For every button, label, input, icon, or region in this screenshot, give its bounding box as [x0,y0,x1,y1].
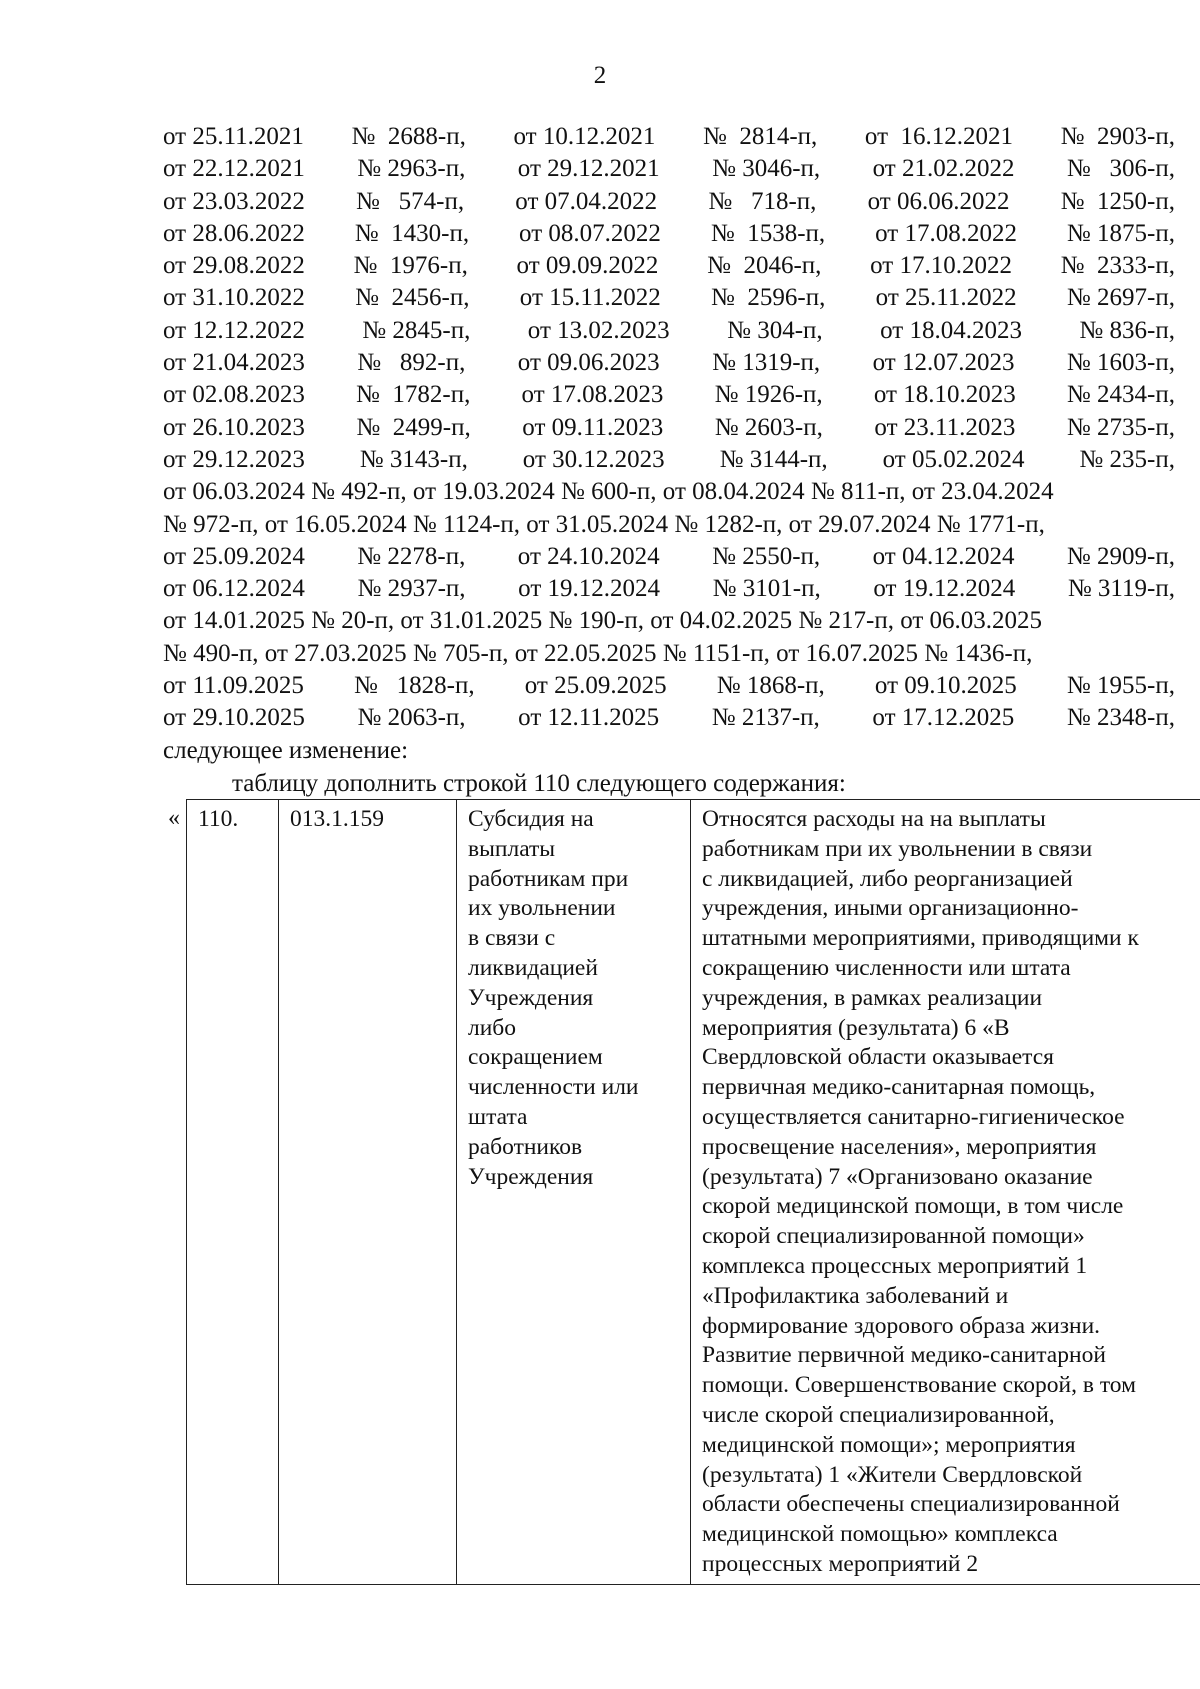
text-segment: от 12.11.2025 [518,704,660,732]
text-segment: от 25.09.2025 [524,672,667,700]
text-segment: № 574-п, [356,187,465,215]
text-segment: № 2603-п, [714,413,823,441]
text-segment: № 3119-п, [1067,575,1175,603]
text-line [163,412,1175,444]
text-segment: от 06.06.2022 [867,187,1010,215]
text-segment: от 15.11.2022 [519,284,661,312]
text-line [163,379,1175,411]
description-line: работникам при их увольнении в связи [702,835,1093,862]
description-line: учреждения, иными организационно- [702,895,1079,922]
text-line [163,315,1175,347]
table-row [187,800,1200,1585]
text-segment: от 25.11.2021 [163,123,304,150]
text-segment: от 19.12.2024 [873,575,1016,603]
text-segment: № 972-п, от 16.05.2024 № 1124-п, от 31.05.2024 № 1282-п, от 29.07.2024 № 1771-п, [163,510,1045,538]
text-line [163,153,1175,185]
text-segment: № 2348-п, [1066,704,1175,732]
text-segment: № 2137-п, [711,704,820,732]
text-segment: от 25.09.2024 [163,542,305,570]
text-segment: № 718-п, [708,187,817,215]
text-segment: от 28.06.2022 [163,219,305,247]
text-segment: от 09.06.2023 [517,349,660,377]
amendment-list [163,121,1175,767]
text-segment: № 3101-п, [712,575,821,603]
text-segment: № 2456-п, [355,284,470,312]
text-segment: № 1955-п, [1066,672,1175,700]
text-segment: от 18.04.2023 [880,316,1022,344]
text-segment: от 29.10.2025 [163,704,305,732]
text-segment: № 3144-п, [719,445,828,473]
description-line: скорой медицинской помощи, в том числе [702,1193,1124,1220]
text-segment: № 1868-п, [716,672,825,700]
text-segment: от 29.08.2022 [163,252,305,280]
description-line: «Профилактика заболеваний и [702,1282,1009,1309]
description-line: формирование здорового образа жизни. [702,1312,1101,1339]
text-segment: № 2550-п, [712,542,821,570]
description-line: области обеспечены специализированной [702,1491,1120,1518]
text-segment: от 09.10.2025 [874,672,1017,700]
text-segment: от 14.01.2025 № 20-п, от 31.01.2025 № 190-п, от 04.02.2025 № 217-п, от 06.03.2025 [163,607,1043,635]
text-segment: № 2735-п, [1066,413,1175,441]
description-line: осуществляется санитарно-гигиеническое [702,1103,1125,1130]
text-segment: от 17.10.2022 [870,252,1012,280]
text-segment: № 892-п, [357,349,466,377]
description-line: числе скорой специализированной, [702,1401,1055,1428]
text-line [163,573,1175,605]
description-line: мероприятия (результата) 6 «В [702,1014,1010,1041]
text-segment: № 2909-п, [1066,542,1175,570]
description-line: медицинской помощи»; мероприятия [702,1431,1076,1458]
text-segment: № 2688-п, [351,123,466,150]
text-segment: от 04.12.2024 [872,542,1015,570]
text-segment: № 2963-п, [357,155,466,183]
text-line [163,282,1175,314]
text-line [163,476,1175,508]
text-line [163,250,1175,282]
text-line [163,702,1175,734]
text-segment: № 1782-п, [356,381,471,409]
text-segment: № 1603-п, [1066,349,1175,377]
text-segment: № 3143-п, [359,445,468,473]
text-segment: № 2278-п, [357,542,466,570]
description-line: Относятся расходы на на выплаты [702,806,1046,832]
text-segment: от 17.08.2023 [521,381,664,409]
name-line: Учреждения [468,984,594,1011]
text-segment: от 12.07.2023 [872,349,1015,377]
text-line [163,638,1175,670]
text-segment: № 2499-п, [356,413,471,441]
text-segment: от 07.04.2022 [515,187,658,215]
text-segment: № 2814-п, [702,123,818,150]
description-line: помощи. Совершенствование скорой, в том [702,1372,1136,1399]
text-segment: № 2903-п, [1060,123,1175,150]
description-line: первичная медико-санитарная помощь, [702,1074,1096,1101]
description-line: (результата) 1 «Жители Свердловской [702,1461,1083,1488]
text-line [163,509,1175,541]
name-line: работников [468,1133,583,1160]
text-segment: от 26.10.2023 [163,413,305,441]
text-segment: от 16.12.2021 [864,123,1014,150]
text-segment: от 21.02.2022 [872,155,1015,183]
description-line: штатными мероприятиями, приводящими к [702,925,1139,952]
code-cell [279,800,457,1585]
text-segment: от 21.04.2023 [163,349,305,377]
name-line: в связи с [468,925,556,952]
text-segment: от 06.03.2024 № 492-п, от 19.03.2024 № 600-п, от 08.04.2024 № 811-п, от 23.04.2024 [163,478,1054,506]
text-segment: № 306-п, [1066,155,1175,183]
name-line: работникам при [468,865,629,892]
text-segment: № 304-п, [727,316,823,344]
text-segment: от 02.08.2023 [163,381,305,409]
name-line: Субсидия на [468,806,594,832]
description-line: комплекса процессных мероприятий 1 [702,1252,1088,1279]
text-segment: от 23.11.2023 [874,413,1016,441]
closing-line: следующее изменение: [163,736,409,764]
text-segment: № 1430-п, [354,219,470,247]
text-segment: № 2845-п, [362,316,471,344]
description-line: сокращению численности или штата [702,954,1071,981]
text-segment: от 10.12.2021 [513,123,656,150]
text-line [163,347,1175,379]
text-segment: от 11.09.2025 [163,672,304,700]
row-number-cell [187,800,279,1585]
text-line [163,121,1175,153]
text-segment: № 2046-п, [707,252,822,280]
name-line: их увольнении [468,895,616,922]
text-line [163,605,1175,637]
page-number: 2 [593,62,607,89]
text-segment: от 29.12.2023 [163,445,305,473]
text-segment: № 1538-п, [710,219,826,247]
text-segment: № 2937-п, [357,575,466,603]
text-segment: № 836-п, [1079,316,1175,344]
name-line: Учреждения [468,1163,594,1190]
text-line [163,444,1175,476]
text-segment: от 22.12.2021 [163,155,305,183]
description-line: скорой специализированной помощи» [702,1223,1085,1250]
text-segment: от 06.12.2024 [163,575,305,603]
text-segment: № 1319-п, [712,349,821,377]
text-segment: от 24.10.2024 [517,542,660,570]
description-line: медицинской помощью» комплекса [702,1521,1058,1548]
text-segment: № 490-п, от 27.03.2025 № 705-п, от 22.05.2025 № 1151-п, от 16.07.2025 № 1436-п, [163,639,1033,667]
opening-quote-mark: « [168,805,180,831]
description-line: процессных мероприятий 2 [702,1550,979,1577]
description-line: с ликвидацией, либо реорганизацией [702,865,1073,892]
text-line [163,670,1175,702]
name-line: либо [468,1014,517,1041]
name-line: выплаты [468,835,556,862]
text-segment: № 2063-п, [357,704,466,732]
text-segment: от 05.02.2024 [882,445,1025,473]
text-segment: от 13.02.2023 [527,316,670,344]
text-segment: от 08.07.2022 [519,219,661,247]
description-line: (результата) 7 «Организовано оказание [702,1163,1093,1190]
text-line [163,186,1175,218]
budget-code: 013.1.159 [290,806,384,832]
name-line: сокращением [468,1044,603,1071]
text-segment: от 29.12.2021 [517,155,660,183]
description-line: просвещение населения», мероприятия [702,1133,1097,1160]
text-segment: № 2697-п, [1066,284,1175,312]
text-segment: от 09.09.2022 [516,252,659,280]
text-segment: от 31.10.2022 [163,284,305,312]
text-segment: от 17.12.2025 [872,704,1015,732]
name-line: численности или [468,1074,639,1101]
text-segment: № 2434-п, [1066,381,1175,409]
text-segment: № 1250-п, [1060,187,1175,215]
text-line [163,218,1175,250]
text-segment: № 1828-п, [354,672,475,700]
text-line [163,541,1175,573]
text-segment: от 23.03.2022 [163,187,305,215]
text-segment: от 30.12.2023 [522,445,665,473]
name-line: ликвидацией [468,954,598,981]
name-cell [457,800,691,1585]
text-segment: № 1926-п, [714,381,823,409]
text-segment: от 12.12.2022 [163,316,305,344]
text-segment: от 09.11.2023 [522,413,664,441]
text-segment: от 25.11.2022 [875,284,1017,312]
text-segment: № 2596-п, [711,284,826,312]
text-segment: № 1976-п, [353,252,468,280]
amendment-table [186,799,1200,1585]
text-segment: № 1875-п, [1066,219,1175,247]
text-segment: от 19.12.2024 [518,575,661,603]
table-intro-line: таблицу дополнить строкой 110 следующего содержания: [232,770,846,797]
description-line: Развитие первичной медико-санитарной [702,1342,1106,1369]
text-segment: от 18.10.2023 [873,381,1016,409]
row-number: 110. [198,806,239,832]
description-cell [691,800,1200,1585]
text-segment: № 235-п, [1079,445,1175,473]
text-segment: от 17.08.2022 [875,219,1017,247]
name-line: штата [468,1103,528,1130]
description-line: Свердловской области оказывается [702,1044,1054,1071]
text-segment: № 3046-п, [712,155,821,183]
text-segment: № 2333-п, [1060,252,1175,280]
description-line: учреждения, в рамках реализации [702,984,1043,1011]
